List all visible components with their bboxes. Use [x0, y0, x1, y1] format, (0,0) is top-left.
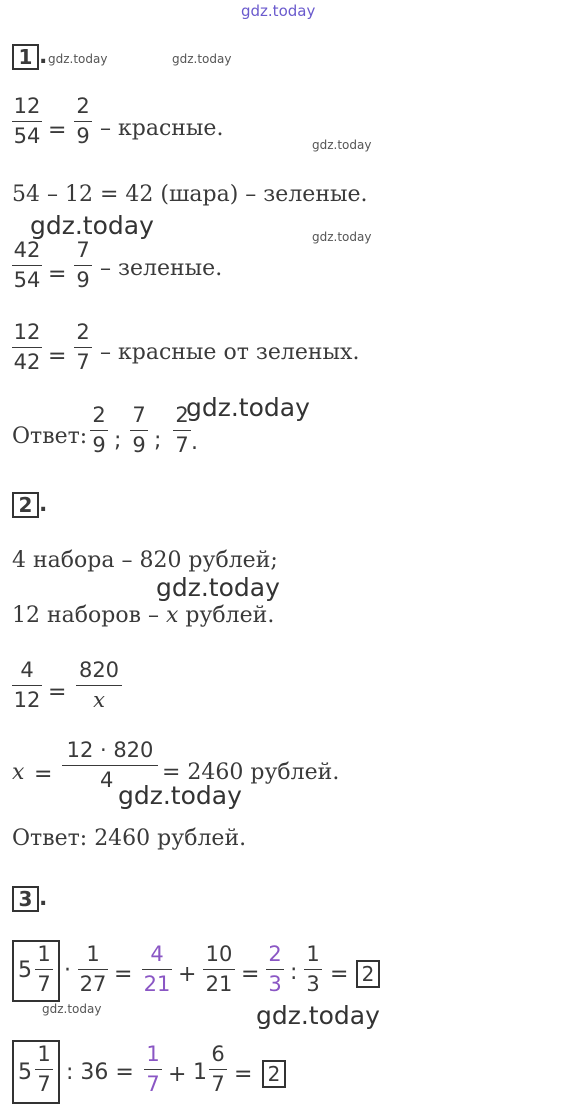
denominator: 7 [76, 350, 90, 374]
numerator: 4 [20, 658, 34, 682]
equals: = [34, 762, 53, 787]
fraction-highlighted [144, 1042, 162, 1097]
multiply-sign: · [64, 958, 71, 983]
numerator: 12 · 820 [66, 738, 154, 762]
denominator: 12 [13, 688, 41, 712]
answer-line: Ответ: 2460 рублей. [12, 826, 247, 851]
fraction [304, 942, 322, 997]
denominator: 21 [143, 972, 171, 996]
watermark: gdz.today [172, 52, 232, 66]
period: . [191, 430, 198, 455]
text-line [12, 603, 274, 628]
denominator: 7 [211, 1072, 225, 1096]
fraction [12, 94, 42, 149]
numerator: 12 [13, 320, 41, 344]
numerator: 2 [76, 320, 90, 344]
equals: = [330, 962, 349, 987]
answer-label: Ответ: [12, 424, 88, 449]
text-line: 4 набора – 820 рублей; [12, 548, 278, 573]
fraction-highlighted [142, 942, 172, 997]
denominator: 3 [306, 972, 320, 996]
numerator: 42 [13, 238, 41, 262]
fraction [74, 320, 92, 375]
fraction [90, 403, 108, 458]
watermark: gdz.today [156, 573, 280, 602]
numerator: 2 [268, 942, 282, 966]
separator: ; [114, 428, 122, 453]
watermark: gdz.today [42, 1002, 102, 1016]
whole-part: 5 [18, 1060, 32, 1085]
fraction [76, 658, 122, 713]
numerator: 1 [306, 942, 320, 966]
denominator: 9 [76, 124, 90, 148]
numerator: 12 [13, 94, 41, 118]
fraction [74, 94, 92, 149]
numerator: 10 [205, 942, 233, 966]
watermark: gdz.today [241, 2, 316, 20]
numerator: 1 [86, 942, 100, 966]
task-number-box: 2 [12, 492, 39, 518]
equals: = [114, 962, 133, 987]
denominator: 9 [132, 433, 146, 457]
numerator: 2 [92, 403, 106, 427]
fraction [62, 738, 158, 793]
fraction [35, 1042, 53, 1097]
task-number-box: 1 [12, 44, 39, 70]
fraction-highlighted [266, 942, 284, 997]
text-line: – красные. [100, 116, 224, 141]
fraction [35, 942, 53, 997]
numerator: 6 [211, 1042, 225, 1066]
denominator: 4 [100, 768, 114, 792]
text-line: = 2460 рублей. [162, 760, 340, 785]
fraction [209, 1042, 227, 1097]
watermark: gdz.today [312, 138, 372, 152]
fraction [203, 942, 235, 997]
watermark: gdz.today [186, 393, 310, 422]
text-line: – зеленые. [100, 256, 223, 281]
answer-box: 2 [262, 1060, 286, 1088]
divide-sign: : [290, 960, 298, 985]
numerator: 7 [76, 238, 90, 262]
fraction [12, 320, 42, 375]
watermark: gdz.today [256, 1001, 380, 1030]
denominator: 9 [76, 268, 90, 292]
task-number-box: 3 [12, 886, 39, 912]
equals: = [48, 118, 67, 143]
equals: = [241, 962, 260, 987]
numerator: 820 [78, 658, 120, 682]
equals: = [48, 680, 67, 705]
numerator: 1 [37, 1042, 51, 1066]
fraction [78, 942, 108, 997]
denominator: 9 [92, 433, 106, 457]
plus-sign: + [178, 962, 197, 987]
denominator: x [93, 688, 105, 712]
fraction [12, 238, 42, 293]
numerator: 1 [146, 1042, 160, 1066]
denominator: 54 [13, 124, 41, 148]
watermark: gdz.today [118, 781, 242, 810]
denominator: 7 [37, 1072, 51, 1096]
denominator: 54 [13, 268, 41, 292]
denominator: 21 [205, 972, 233, 996]
numerator: 4 [150, 942, 164, 966]
numerator: 1 [37, 942, 51, 966]
whole-part: 5 [18, 958, 32, 983]
variable-x: x [12, 760, 25, 785]
plus-sign: + [168, 1062, 187, 1087]
text-fragment: рублей. [185, 603, 275, 628]
denominator: 7 [146, 1072, 160, 1096]
equals: = [48, 344, 67, 369]
denominator: 7 [37, 972, 51, 996]
task-number-dot: . [39, 886, 48, 911]
denominator: 42 [13, 350, 41, 374]
equals: = [48, 262, 67, 287]
task-number-dot: . [39, 44, 48, 69]
text-fragment: : 36 = [66, 1060, 134, 1085]
fraction [173, 403, 191, 458]
watermark: gdz.today [312, 230, 372, 244]
watermark: gdz.today [30, 211, 154, 240]
answer-box: 2 [356, 960, 380, 988]
text-line: – красные от зеленых. [100, 340, 360, 365]
denominator: 27 [79, 972, 107, 996]
fraction [74, 238, 92, 293]
fraction [12, 658, 42, 713]
text-fragment: 12 наборов – [12, 603, 159, 628]
watermark: gdz.today [48, 52, 108, 66]
fraction [130, 403, 148, 458]
task-number-dot: . [39, 492, 48, 517]
numerator: 2 [76, 94, 90, 118]
numerator: 2 [175, 403, 189, 427]
numerator: 7 [132, 403, 146, 427]
variable-x: x [165, 603, 179, 628]
text-line: 54 – 12 = 42 (шара) – зеленые. [12, 182, 368, 207]
equals: = [234, 1062, 253, 1087]
denominator: 3 [268, 972, 282, 996]
separator: ; [154, 428, 162, 453]
denominator: 7 [175, 433, 189, 457]
whole-part: 1 [193, 1060, 207, 1085]
